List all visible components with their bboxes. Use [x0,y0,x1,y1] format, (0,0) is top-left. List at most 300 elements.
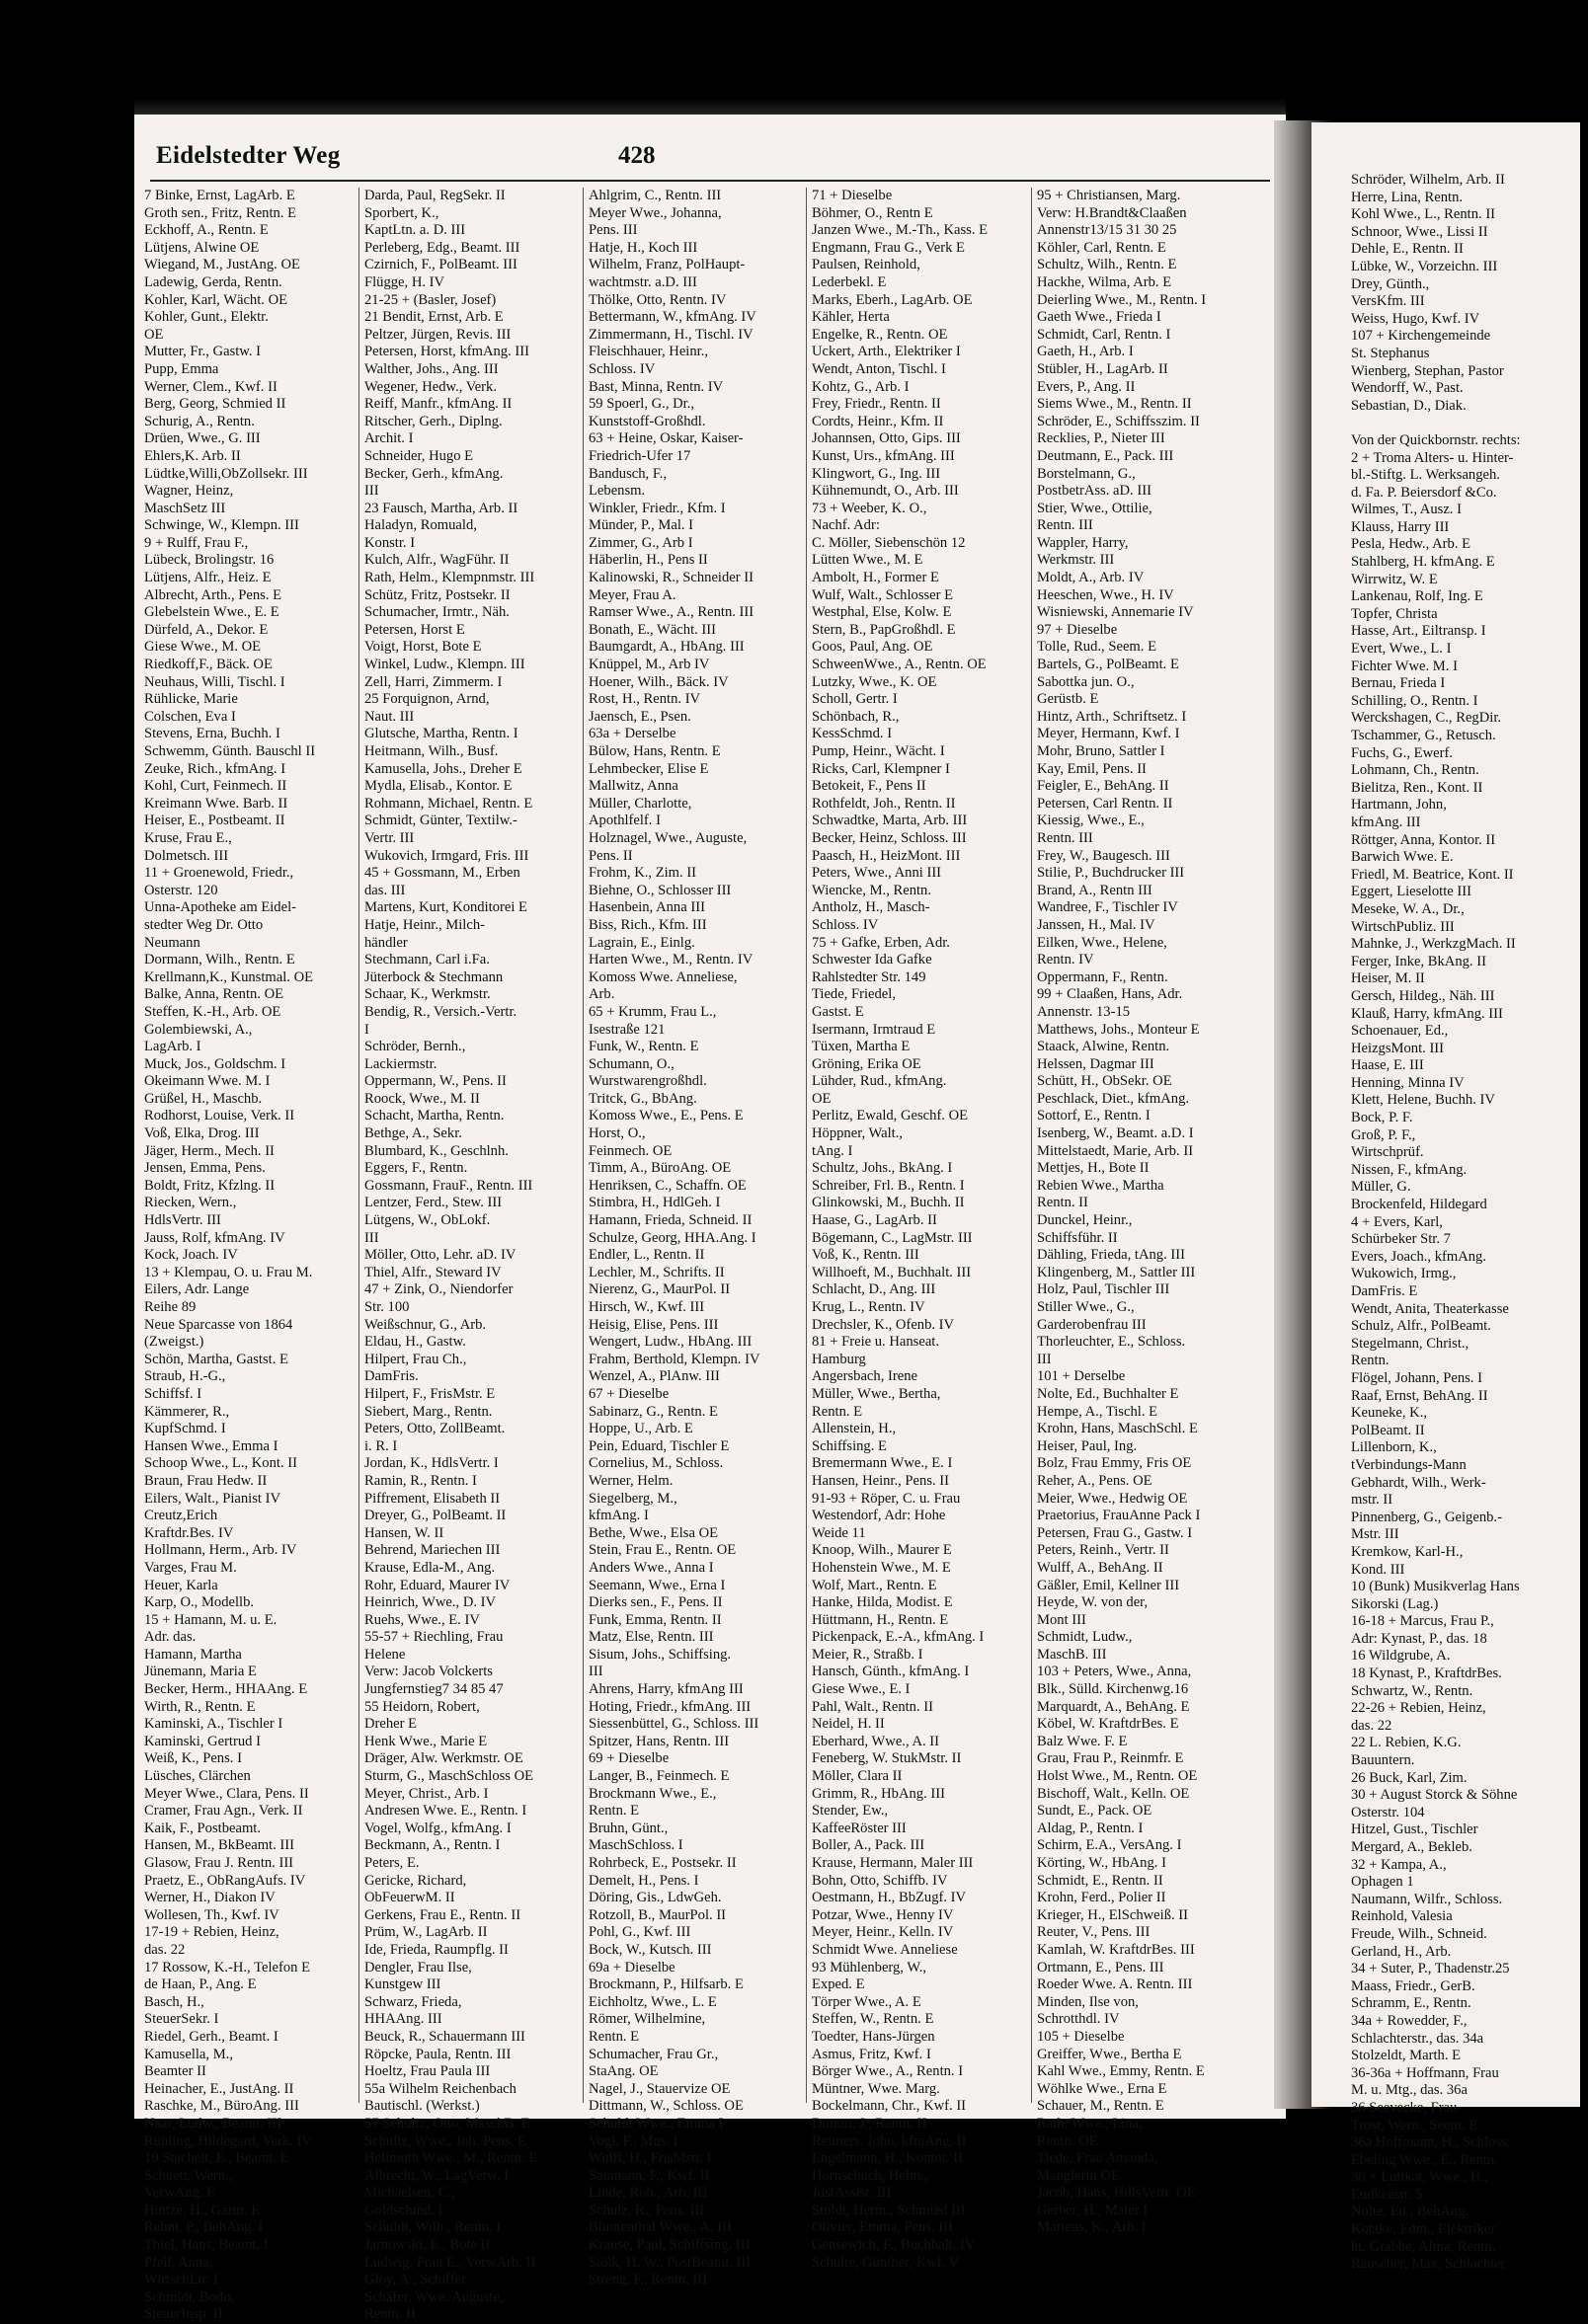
next-page-entry-line: Schnoor, Wwe., Lissi II [1351,223,1488,240]
directory-entry-line: Holz, Paul, Tischler III [1037,1281,1170,1298]
directory-entry-line: Peters, Wwe., Anni III [812,865,942,882]
directory-entry-line: Oppermann, W., Pens. II [364,1073,507,1090]
directory-entry-line: Scholl, Gertr. I [812,691,898,708]
column-divider [358,188,359,2103]
next-page-entry-line: Stahlberg, H. kfmAng. E [1351,554,1495,571]
directory-entry-line: Petersen, Carl Rentn. II [1037,795,1173,812]
directory-entry-line: ObFeuerwM. II [364,1890,455,1906]
directory-entry-line: Sottorf, E., Rentn. I [1037,1108,1151,1124]
directory-entry-line: HdlsVertr. III [144,1212,221,1229]
directory-entry-line: das. III [364,882,406,898]
next-page-entry-line: Schilling, O., Rentn. I [1351,692,1478,709]
directory-entry-line: Werner, Clem., Kwf. II [144,378,278,395]
directory-entry-line: Peschlack, Diet., kfmAng. [1037,1090,1190,1107]
directory-entry-line: 25 Forquignon, Arnd, [364,691,490,708]
directory-entry-line: Nagel, J., Stauervize OE [589,2080,731,2097]
directory-entry-line: Lütten Wwe., M. E [812,552,923,569]
directory-entry-line: Thorleuchter, E., Schloss. [1037,1334,1186,1351]
directory-entry-line: Heinacher, E., JustAng. II [144,2080,294,2097]
directory-entry-line: das. 22 [144,1941,186,1958]
directory-entry-line: Schmidt Wwe. Anneliese [812,1941,958,1958]
directory-entry-line: Kohtz, G., Arb. I [812,378,910,395]
directory-entry-line: Hamann, Frieda, Schneid. II [589,1212,753,1229]
directory-entry-line: Peters, Reinh., Vertr. II [1037,1542,1169,1559]
directory-entry-line: Flügge, H. IV [364,273,445,290]
directory-entry-line: Schultz, Johs., BkAng. I [812,1160,953,1177]
directory-entry-line: de Haan, P., Ang. E [144,1976,257,1993]
directory-entry-line: Peters, E. [364,1855,420,1871]
directory-entry-line: Pahl, Walt., Rentn. II [812,1698,933,1715]
directory-entry-line: Meyer, Hermann, Kwf. I [1037,726,1180,742]
next-page-entry-line: St. Stephanus [1351,345,1430,361]
directory-entry-line: Andresen Wwe. E., Rentn. I [364,1803,527,1820]
directory-entry-line: Moldt, A., Arb. IV [1037,570,1145,586]
directory-entry-line: Ricks, Carl, Klempner I [812,760,950,777]
directory-entry-line: Praetorius, FrauAnne Pack I [1037,1508,1201,1524]
directory-entry-line: Möller, Clara II [812,1768,903,1785]
directory-entry-line: Wappler, Harry, [1037,534,1129,551]
directory-entry-line: Eberhard, Wwe., A. II [812,1733,939,1749]
directory-entry-line: Betokeit, F., Pens II [812,778,926,795]
next-page-entry-line: Gersch, Hildeg., Näh. III [1351,987,1495,1004]
directory-entry-line: Behrend, Mariechen III [364,1542,501,1559]
directory-entry-line: Jacob, Hans, HdlsVertr. OE [1037,2185,1196,2202]
directory-entry-line: Schön, Martha, Gastst. E [144,1351,288,1367]
directory-entry-line: Gerber, H., Maler I [1037,2202,1149,2218]
directory-entry-line: Brockmann, P., Hilfsarb. E [589,1976,744,1993]
directory-entry-line: Hellmuth Wwe., M., Rentn. E [364,2150,538,2167]
directory-entry-line: Rentn. II [364,2306,416,2323]
next-page-entry-line: PolBeamt. II [1351,1422,1425,1438]
directory-entry-line: Schulze, Georg, HHA.Ang. I [589,1229,756,1246]
directory-entry-line: 59 Spoerl, G., Dr., [589,396,695,413]
directory-entry-line: Dierks sen., F., Pens. II [589,1594,723,1611]
directory-entry-line: Heyde, W. von der, [1037,1594,1149,1611]
directory-entry-line: Schulte, Günther, Kwf. V [812,2254,960,2271]
directory-entry-line: Meyer Wwe., Johanna, [589,204,722,221]
next-page-entry-line: Ophagen 1 [1351,1874,1414,1891]
next-page-entry-line: Hasse, Art., Eiltransp. I [1351,623,1486,640]
directory-entry-line: Giese Wwe., E. I [812,1681,911,1698]
directory-entry-line: Schumacher, Frau Gr., [589,2046,719,2062]
next-page-entry-line: 16-18 + Marcus, Frau P., [1351,1613,1494,1630]
directory-entry-line: Stechmann, Carl i.Fa. [364,952,490,968]
next-page-entry-line: Kond. III [1351,1561,1405,1578]
directory-entry-line: Reihe 89 [144,1299,197,1315]
directory-entry-line: Rentn. E [589,1803,640,1820]
directory-entry-line: Schauer, M., Rentn. E [1037,2098,1164,2115]
directory-entry-line: Helene [364,1646,406,1663]
directory-entry-line: Müller, Wwe., Bertha, [812,1385,941,1402]
directory-entry-line: Wenzel, A., PlAnw. III [589,1368,720,1385]
directory-entry-line: Rahlstedter Str. 149 [812,968,926,985]
directory-entry-line: Klingwort, G., Ing. III [812,465,941,482]
directory-entry-line: 69 + Dieselbe [589,1750,670,1767]
directory-entry-line: Str. 100 [364,1299,410,1315]
directory-entry-line: Arb. [589,986,615,1003]
next-page-entry-line: Lübke, W., Vorzeichn. III [1351,258,1498,274]
directory-entry-line: Albrecht, Arth., Pens. E [144,586,282,603]
directory-entry-line: Angersbach, Irene [812,1368,917,1385]
directory-entry-line: stedter Weg Dr. Otto [144,916,264,933]
directory-entry-line: Haladyn, Romuald, [364,517,477,534]
directory-entry-line: Ambolt, H., Former E [812,570,939,586]
directory-entry-line: Krohn, Ferd., Polier II [1037,1890,1166,1906]
directory-entry-line: Schuett, Wern., [144,2167,233,2184]
directory-entry-line: Goldschmd. I [364,2202,443,2218]
directory-entry-line: Boldt, Fritz, Kfzlng. II [144,1177,276,1194]
directory-entry-line: Nachf. Adr: [812,517,880,534]
directory-entry-line: Lutzky, Wwe., K. OE [812,673,937,690]
directory-entry-line: OE [812,1090,832,1107]
directory-entry-line: Linde, Rob., Arb. III [589,2185,708,2202]
directory-entry-line: Werner, H., Diakon IV [144,1890,276,1906]
next-page-entry-line: Bernau, Frieda I [1351,675,1446,692]
directory-entry-line: Albrecht, W., LagVerw. I [364,2167,510,2184]
next-page-entry-line: das. 22 [1351,1717,1392,1734]
directory-entry-line: Neumann [144,934,200,951]
next-page-entry-line: 18 Kynast, P., KraftdrBes. [1351,1666,1502,1682]
directory-entry-line: Grau, Frau P., Reinmfr. E [1037,1750,1184,1767]
directory-entry-line: 17-19 + Rebien, Heinz, [144,1924,279,1941]
next-page-entry-line: Adr: Kynast, P., das. 18 [1351,1630,1487,1647]
directory-entry-line: Kock, Joach. IV [144,1247,238,1264]
directory-entry-line: Münder, P., Mal. I [589,517,694,534]
next-page-entry-line: Röttger, Anna, Kontor. II [1351,831,1496,848]
directory-entry-line: 75 + Gafke, Erben, Adr. [812,934,950,951]
directory-entry-line: Roock, Wwe., M. II [364,1090,480,1107]
next-page-entry-line: Schröder, Wilhelm, Arb. II [1351,172,1505,188]
directory-entry-line: Siessenbüttel, G., Schloss. III [589,1716,759,1733]
directory-entry-line: Kunststoff-Großhdl. [589,413,706,429]
directory-entry-line: Adr. das. [144,1629,197,1646]
directory-entry-line: JustAssist. III [812,2185,892,2202]
directory-entry-line: Riecken, Wern., [144,1195,237,1211]
directory-entry-line: Riedkoff,F., Bäck. OE [144,657,273,673]
directory-entry-line: Kunst, Urs., kfmAng. III [812,447,955,464]
next-page-entry-line: Nolte, Ed., BehAng. [1351,2204,1469,2220]
directory-entry-line: Muck, Jos., Goldschm. I [144,1055,286,1072]
directory-entry-line: Petersen, Horst E [364,621,465,638]
directory-entry-line: Ide, Frieda, Raumpflg. II [364,1941,509,1958]
directory-entry-line: Matz, Else, Rentn. III [589,1629,714,1646]
directory-entry-line: Schiffsführ. II [1037,1229,1118,1246]
directory-entry-line: Körting, W., HbAng. I [1037,1855,1166,1871]
directory-entry-line: Potzar, Wwe., Henny IV [812,1906,954,1923]
directory-entry-line: Heitmann, Wilh., Busf. [364,743,499,759]
directory-entry-line: Pens. II [589,847,633,864]
directory-entry-line: Schiffsing. E [812,1437,887,1454]
next-page-entry-line: Kotzke, Edm., Elektriker [1351,2221,1496,2238]
directory-entry-line: Isestraße 121 [589,1021,666,1038]
directory-entry-line: Rentn. III [1037,517,1093,534]
directory-entry-line: Matthews, Johs., Monteur E [1037,1021,1200,1038]
next-page-entry-line: Pesla, Hedw., Arb. E [1351,536,1471,553]
directory-entry-line: Janssen, H., Mal. IV [1037,916,1155,933]
directory-entry-line: Rentn. E [812,1403,863,1420]
directory-entry-line: 55-57 + Riechling, Frau [364,1629,504,1646]
directory-entry-line: Ramin, R., Rentn. I [364,1472,477,1489]
next-page-entry-line: 30 + August Storck & Söhne [1351,1787,1518,1804]
next-page-entry-line: Pinnenberg, G., Geigenb.- [1351,1509,1502,1525]
directory-entry-line: Henk Wwe., Marie E [364,1733,488,1749]
next-page-entry-line: 10 (Bunk) Musikverlag Hans [1351,1579,1520,1595]
directory-entry-line: Antholz, H., Masch- [812,899,930,916]
directory-entry-line: Feneberg, W. StukMstr. II [812,1750,962,1767]
next-page-entry-line: 26 Buck, Karl, Zim. [1351,1769,1468,1786]
next-page-entry-line: Wirtschprüf. [1351,1144,1424,1161]
directory-entry-line: Jordan, K., HdlsVertr. I [364,1455,499,1472]
directory-entry-line: Balke, Anna, Rentn. OE [144,986,284,1003]
directory-entry-line: Oppermann, F., Rentn. [1037,968,1168,985]
directory-entry-line: 21-25 + (Basler, Josef) [364,291,497,308]
directory-entry-line: Wengert, Ludw., HbAng. III [589,1334,753,1351]
next-page-column [1351,172,1588,2273]
directory-entry-line: 65 + Krumm, Frau L., [589,1003,717,1020]
directory-entry-line: Reuter, V., Pens. III [1037,1924,1151,1941]
directory-entry-line: Naar, Ludw., Beamt. III [144,2115,282,2131]
directory-entry-line: Holznagel, Wwe., Auguste, [589,829,748,846]
directory-entry-line: Wurstwarengroßhdl. [589,1073,707,1090]
directory-entry-line: Kreimann Wwe. Barb. II [144,795,288,812]
directory-entry-line: Blumbard, K., Geschlnh. [364,1142,509,1159]
directory-entry-line: Kaminski, Gertrud I [144,1733,261,1749]
directory-entry-line: Kühnemundt, O., Arb. III [812,483,959,500]
directory-entry-line: Meyer Wwe., Clara, Pens. II [144,1785,309,1802]
directory-entry-line: Prüm, W., LagArb. II [364,1924,488,1941]
directory-entry-line: Köbel, W. KraftdrBes. E [1037,1716,1179,1733]
directory-entry-line: Hatje, H., Koch III [589,239,698,256]
directory-entry-line: Schmidt, Carl, Rentn. I [1037,326,1171,343]
directory-entry-line: SchweenWwe., A., Rentn. OE [812,657,987,673]
directory-entry-line: Becker, Gerh., kfmAng. [364,465,504,482]
directory-entry-line: 57 Schultz, Otto, MaschB. E [364,2115,530,2131]
directory-entry-line: I [364,1021,369,1038]
next-page-entry-line: Bock, P. F. [1351,1110,1413,1126]
directory-entry-line: KupfSchmd. I [144,1421,226,1437]
directory-entry-line: Glutsche, Martha, Rentn. I [364,726,518,742]
directory-entry-line: Hoeltz, Frau Paula III [364,2063,491,2080]
directory-entry-line: Böhmer, O., Rentn E [812,204,933,221]
directory-entry-line: Recklies, P., Nieter III [1037,430,1165,447]
directory-entry-line: Werner, Helm. [589,1472,674,1489]
directory-entry-line: Bockelmann, Chr., Kwf. II [812,2098,967,2115]
directory-entry-line: Schurig, A., Rentn. [144,413,255,429]
directory-entry-line: Johannsen, Otto, Gips. III [812,430,961,447]
next-page-entry-line: Schulz, Alfr., PolBeamt. [1351,1318,1491,1335]
directory-entry-line: 9 + Rulff, Frau F., [144,534,249,551]
directory-entry-line: Grüßel, H., Maschb. [144,1090,263,1107]
directory-entry-line: Kähler, Herta [812,309,890,326]
directory-entry-line: Rühlicke, Marie [144,691,238,708]
directory-entry-line: Hoting, Friedr., kfmAng. III [589,1698,752,1715]
directory-entry-line: Rotzoll, B., MaurPol. II [589,1906,727,1923]
directory-entry-line: Hackhe, Wilma, Arb. E [1037,273,1172,290]
next-page-entry-line: Schwartz, W., Rentn. [1351,1682,1473,1699]
next-page-entry-line: Wirrwitz, W. E [1351,571,1438,587]
directory-entry-line: Meier, Wwe., Hedwig OE [1037,1490,1188,1507]
directory-entry-line: Dürfeld, A., Dekor. E [144,621,269,638]
directory-entry-line: HHAAng. III [364,2011,442,2028]
directory-entry-line: Wiegand, M., JustAng. OE [144,257,300,273]
directory-entry-line: SteuerInsp. II [144,2306,223,2323]
directory-entry-line: Ahrens, Harry, kfmAng III [589,1681,744,1698]
column-divider [583,188,584,2103]
directory-entry-line: KaffeeRöster III [812,1820,907,1836]
directory-entry-line: Frey, W., Baugesch. III [1037,847,1170,864]
next-page-entry-line: 36-36a + Hoffmann, Frau [1351,2064,1499,2081]
directory-entry-line: Rentn. IV [1037,952,1094,968]
directory-entry-line: Schuldt, Wilh., Rentn. I [364,2219,502,2236]
next-page-entry-line: VersKfm. III [1351,293,1425,310]
directory-entry-line: Ludwig, Frau E., VerwArb. II [364,2254,536,2271]
directory-entry-line: Schwemm, Günth. Bauschl II [144,743,316,759]
directory-entry-line: 91-93 + Röper, C. u. Frau [812,1490,961,1507]
directory-entry-line: Glebelstein Wwe., E. E [144,604,279,621]
next-page-entry-line: 2 + Troma Alters- u. Hinter- [1351,449,1514,466]
directory-entry-line: Schloss. IV [589,360,656,377]
directory-entry-line: Petersen, Horst, kfmAng. III [364,344,529,360]
next-page-entry-line: Nissen, F., kfmAng. [1351,1161,1468,1178]
next-page-entry-line: Lillenborn, K., [1351,1439,1437,1456]
directory-entry-line: Krellmann,K., Kunstmal. OE [144,968,314,985]
directory-entry-line: Allenstein, H., [812,1421,897,1437]
directory-entry-line: Kruse, Frau E., [144,829,232,846]
directory-entry-line: Lentzer, Ferd., Stew. III [364,1195,503,1211]
directory-entry-line: Lütjens, Alfr., Heiz. E [144,570,272,586]
directory-entry-line: 69a + Dieselbe [589,1959,675,1975]
next-page-entry-line: Stegelmann, Christ., [1351,1335,1469,1352]
next-page-entry-line: Wendt, Anita, Theaterkasse [1351,1300,1509,1317]
directory-entry-line: Schumann, O., [589,1055,675,1072]
directory-entry-line: Brand, A., Rentn III [1037,882,1152,898]
directory-entry-line: Mydla, Elisab., Kontor. E [364,778,513,795]
directory-entry-line: Kulch, Alfr., WagFühr. II [364,552,510,569]
directory-entry-line: Steffen, K.-H., Arb. OE [144,1003,281,1020]
directory-entry-line: Annenstr13/15 31 30 25 [1037,222,1177,239]
next-page-entry-line: Dehle, E., Rentn. II [1351,241,1464,258]
directory-entry-line: Schaar, K., Werkmstr. [364,986,491,1003]
next-page-entry-line: 22-26 + Rebien, Heinz, [1351,1700,1486,1717]
directory-entry-line: Holst Wwe., M., Rentn. OE [1037,1768,1198,1785]
directory-entry-line: Frey, Friedr., Rentn. II [812,396,941,413]
next-page-entry-line: Gerland, H., Arb. [1351,1943,1452,1960]
directory-entry-line: Neidel, H. II [812,1716,885,1733]
directory-column-1 [144,188,359,2323]
directory-entry-line: Tritck, G., BbAng. [589,1090,697,1107]
directory-entry-line: Braun, Frau Hedw. II [144,1472,268,1489]
next-page-entry-line: WirtschPubliz. III [1351,918,1455,935]
directory-entry-line: Apothlfelf. I [589,813,661,829]
next-page-entry-line: Rentn. [1351,1353,1390,1369]
page-number: 428 [618,142,656,169]
directory-entry-line: 67 + Dieselbe [589,1385,670,1402]
directory-entry-line: Heuer, Karla [144,1577,218,1593]
directory-entry-line: Darda, Paul, RegSekr. II [364,188,506,203]
directory-entry-line: Bethe, Wwe., Elsa OE [589,1524,719,1541]
next-page-entry-line: Kremkow, Karl-H., [1351,1543,1464,1560]
directory-entry-line: Meier, R., Straßb. I [812,1646,923,1663]
directory-entry-line: Schultz, Wwe., Joh. Pens. E [364,2132,526,2149]
directory-entry-line: Dumm, J., Rentn. II [812,2115,927,2131]
directory-entry-line: KessSchmd. I [812,726,893,742]
directory-entry-line: 93 Mühlenberg, W., [812,1959,927,1975]
directory-entry-line: Goos, Paul, Ang. OE [812,639,933,656]
directory-entry-line: Kunstgew III [364,1976,441,1993]
directory-entry-line: Gastst. E [812,1003,864,1020]
directory-entry-line: Giese Wwe., M. OE [144,639,262,656]
directory-entry-line: III [589,1664,603,1680]
directory-entry-line: Brockmann Wwe., E., [589,1785,717,1802]
directory-entry-line: Krause, Hermann, Maler III [812,1855,974,1871]
directory-entry-line: Kaminski, A., Tischler I [144,1716,283,1733]
page-header [156,142,1272,182]
directory-column-5 [1037,188,1274,2236]
directory-entry-line: Thiel, Alfr., Steward IV [364,1264,502,1280]
directory-entry-line: Wirth, R., Rentn. E [144,1698,256,1715]
next-page-entry-line: Eggert, Lieselotte III [1351,884,1471,900]
directory-entry-line: Langer, B., Feinmech. E [589,1768,730,1785]
directory-entry-line: Müntner, Wwe. Marg. [812,2080,940,2097]
directory-entry-line: Siebert, Marg., Rentn. [364,1403,493,1420]
directory-entry-line: Sisum, Johs., Schiffsing. [589,1646,732,1663]
directory-entry-line: Pump, Heinr., Wächt. I [812,743,945,759]
directory-entry-line: Stölk, H. W., PostBeamt. III [589,2254,752,2271]
directory-entry-line: Anders Wwe., Anna I [589,1559,714,1576]
directory-entry-line: Schmidt, Ludw., [1037,1629,1133,1646]
directory-entry-line: StaAng. OE [589,2063,659,2080]
directory-entry-line: Rentn. II [1037,1195,1088,1211]
directory-entry-line: Siegelberg, M., [589,1490,677,1507]
directory-entry-line: Hoener, Wilh., Bäck. IV [589,673,729,690]
directory-entry-line: Becker, Herm., HHAAng. E [144,1681,308,1698]
directory-entry-line: Annenstr. 13-15 [1037,1003,1131,1020]
directory-entry-line: 97 + Dieselbe [1037,621,1118,638]
directory-entry-line: Lehmbecker, Elise E [589,760,709,777]
next-page-entry-line: Ebeling Wwe., E., Rentn. [1351,2151,1498,2168]
directory-entry-line: Heisig, Elise, Pens. III [589,1316,719,1333]
directory-entry-line: Thölke, Otto, Rentn. IV [589,291,727,308]
directory-entry-line: Ahlgrim, C., Rentn. III [589,188,722,203]
directory-entry-line: Timm, A., BüroAng. OE [589,1160,732,1177]
directory-entry-line: Dreher E [364,1716,418,1733]
directory-entry-line: Rohmann, Michael, Rentn. E [364,795,533,812]
directory-entry-line: Hansen, M., BkBeamt. III [144,1837,294,1854]
directory-entry-line: Kiessig, Wwe., E., [1037,813,1145,829]
next-page-entry-line: Kohl Wwe., L., Rentn. II [1351,206,1496,223]
directory-entry-line: Meyer, Heinr., Kelln. IV [812,1924,954,1941]
next-page-entry-line: Osterstr. 104 [1351,1804,1425,1820]
directory-entry-line: Möller, Otto, Lehr. aD. IV [364,1247,516,1264]
directory-entry-line: Lübeck, Brolingstr. 16 [144,552,275,569]
directory-entry-line: wachtmstr. a.D. III [589,273,697,290]
directory-entry-line: Jäger, Herm., Mech. II [144,1142,275,1159]
directory-entry-line: Riedel, Gerh., Beamt. I [144,2028,278,2045]
directory-entry-line: Hoppe, U., Arb. E [589,1421,693,1437]
directory-entry-line: Hansen, W. II [364,1524,444,1541]
next-page [1311,122,1580,2273]
directory-entry-line: Jarnowski, E., Bote II [364,2237,491,2254]
directory-entry-line: Kämmerer, R., [144,1403,230,1420]
directory-entry-line: Schuldt Wwe., Emma I [589,2115,724,2131]
directory-entry-line: 73 + Weeber, K. O., [812,500,927,516]
next-page-entry-line: 38 + Luttkat, Wwe., H., [1351,2169,1488,2186]
directory-entry-line: Schreiber, Frl. B., Rentn. I [812,1177,965,1194]
next-page-entry-line: M. u. Mtg., das. 36a [1351,2082,1468,2099]
next-page-entry-line: Fuchs, G., Ewerf. [1351,744,1453,761]
next-page-entry-line: Schürbeker Str. 7 [1351,1231,1451,1248]
directory-entry-line: Siems Wwe., M., Rentn. II [1037,396,1192,413]
